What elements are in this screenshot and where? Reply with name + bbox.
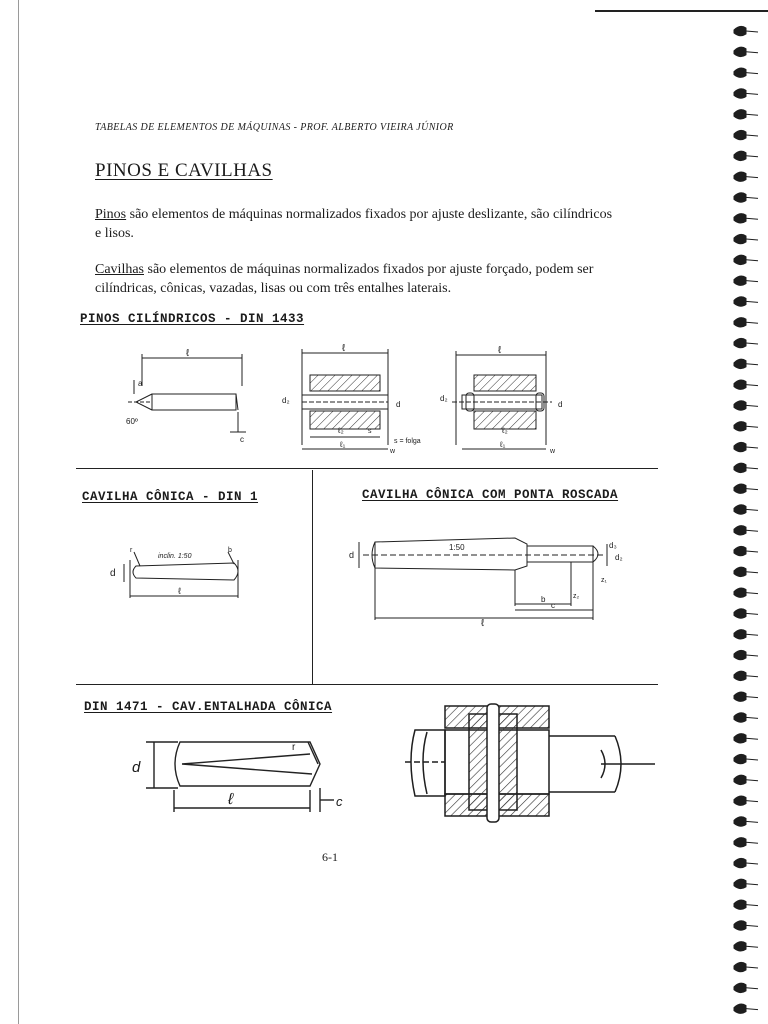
binding-coil-tail xyxy=(746,52,758,53)
figure-pino-montado-1 xyxy=(280,345,420,455)
binding-coil-tail xyxy=(746,343,758,344)
binding-coil xyxy=(734,130,746,139)
binding-coil-tail xyxy=(746,114,758,115)
binding-coil-tail xyxy=(746,218,758,219)
binding-coil-tail xyxy=(746,863,758,864)
binding-coil-tail xyxy=(746,197,758,198)
label-l2: ℓ₂ xyxy=(502,426,508,435)
binding-coil xyxy=(734,734,746,743)
label-w: w xyxy=(550,448,556,455)
binding-coil-tail xyxy=(746,738,758,739)
label-z1: z₁ xyxy=(601,577,607,584)
label-l: ℓ xyxy=(178,586,181,596)
binding-coil xyxy=(734,26,746,35)
term-pinos: Pinos xyxy=(95,207,127,222)
binding-coil-tail xyxy=(746,759,758,760)
binding-coil xyxy=(734,983,746,992)
page-title: PINOS E CAVILHAS xyxy=(95,160,273,181)
figure-cavilha-conica xyxy=(100,540,260,610)
binding-coil-tail xyxy=(746,156,758,157)
binding-coil xyxy=(734,110,746,119)
paragraph-cavilhas xyxy=(95,260,615,298)
label-l: ℓ xyxy=(186,348,190,359)
label-c: c xyxy=(551,601,555,610)
binding-coil-tail xyxy=(746,405,758,406)
top-border-line xyxy=(595,10,768,12)
binding-coil-tail xyxy=(746,821,758,822)
binding-coil-tail xyxy=(746,655,758,656)
binding-coil xyxy=(734,151,746,160)
binding-coil xyxy=(734,775,746,784)
binding-coil-tail xyxy=(746,281,758,282)
label-d: d xyxy=(349,550,355,560)
label-d2: d₂ xyxy=(282,396,290,405)
binding-coil xyxy=(734,401,746,410)
spiral-binding xyxy=(728,14,768,1024)
binding-coil-tail xyxy=(746,364,758,365)
binding-coil xyxy=(734,754,746,763)
binding-coil-tail xyxy=(746,613,758,614)
binding-coil-tail xyxy=(746,468,758,469)
section-cavilha-roscada: CAVILHA CÔNICA COM PONTA ROSCADA xyxy=(362,488,619,502)
binding-coil-tail xyxy=(746,946,758,947)
binding-coil-tail xyxy=(746,322,758,323)
binding-coil xyxy=(734,671,746,680)
binding-coil xyxy=(734,297,746,306)
binding-coil xyxy=(734,713,746,722)
binding-coil-tail xyxy=(746,717,758,718)
label-d3: d₃ xyxy=(609,541,617,550)
vertical-divider xyxy=(312,470,313,684)
binding-coil-tail xyxy=(746,905,758,906)
divider-line xyxy=(76,468,658,469)
label-d2: d₂ xyxy=(615,553,623,562)
label-l: ℓ xyxy=(228,791,234,808)
label-l1: ℓ₁ xyxy=(340,440,346,449)
binding-coil-tail xyxy=(746,447,758,448)
label-d: d xyxy=(110,568,116,579)
binding-coil xyxy=(734,359,746,368)
label-s: s xyxy=(368,428,372,435)
binding-coil xyxy=(734,796,746,805)
binding-coil xyxy=(734,858,746,867)
binding-coil-tail xyxy=(746,489,758,490)
divider-line xyxy=(76,684,658,685)
binding-coil-tail xyxy=(746,801,758,802)
binding-coil xyxy=(734,193,746,202)
label-w: w xyxy=(390,448,396,455)
binding-coil xyxy=(734,68,746,77)
binding-coil-tail xyxy=(746,780,758,781)
binding-coil xyxy=(734,422,746,431)
binding-coil xyxy=(734,921,746,930)
binding-coil-tail xyxy=(746,426,758,427)
figure-pino-montado-2 xyxy=(440,345,580,455)
binding-coil xyxy=(734,650,746,659)
binding-coil xyxy=(734,380,746,389)
label-c: c xyxy=(336,794,343,809)
binding-coil xyxy=(734,484,746,493)
label-l: ℓ xyxy=(498,345,502,356)
binding-coil xyxy=(734,588,746,597)
term-cavilhas: Cavilhas xyxy=(95,262,144,277)
label-angle: 60º xyxy=(126,417,138,426)
paragraph-pinos xyxy=(95,205,615,243)
binding-coil xyxy=(734,89,746,98)
binding-coil xyxy=(734,172,746,181)
label-l2: ℓ₂ xyxy=(338,426,344,435)
binding-coil-tail xyxy=(746,988,758,989)
label-b: b xyxy=(541,595,546,604)
binding-coil-tail xyxy=(746,572,758,573)
binding-coil xyxy=(734,255,746,264)
binding-coil-tail xyxy=(746,260,758,261)
binding-coil xyxy=(734,234,746,243)
binding-coil-tail xyxy=(746,634,758,635)
binding-coil xyxy=(734,879,746,888)
binding-coil-tail xyxy=(746,530,758,531)
label-d: d xyxy=(132,759,141,776)
binding-coil-tail xyxy=(746,93,758,94)
binding-coil-tail xyxy=(746,593,758,594)
binding-coil-tail xyxy=(746,73,758,74)
figure-cavilha-entalhada xyxy=(130,730,360,820)
label-r: r xyxy=(292,742,296,753)
binding-coil xyxy=(734,630,746,639)
binding-coil-tail xyxy=(746,967,758,968)
label-ratio: 1:50 xyxy=(449,543,465,552)
label-b: b xyxy=(228,547,232,554)
binding-coil-tail xyxy=(746,177,758,178)
label-inclin: inclin. 1:50 xyxy=(158,553,192,560)
label-folga: s = folga xyxy=(394,438,421,445)
binding-coil-tail xyxy=(746,31,758,32)
binding-coil xyxy=(734,567,746,576)
binding-coil-tail xyxy=(746,239,758,240)
binding-coil-tail xyxy=(746,301,758,302)
binding-coil xyxy=(734,214,746,223)
figure-pino-cilindrico xyxy=(120,350,260,445)
binding-coil xyxy=(734,505,746,514)
figure-montagem-entalhada xyxy=(405,700,665,835)
binding-coil xyxy=(734,900,746,909)
label-l: ℓ xyxy=(342,343,346,354)
figure-cavilha-ponta-roscada xyxy=(345,528,645,628)
binding-coil xyxy=(734,318,746,327)
binding-coil-tail xyxy=(746,1009,758,1010)
binding-coil-tail xyxy=(746,676,758,677)
binding-coil xyxy=(734,526,746,535)
binding-coil xyxy=(734,546,746,555)
section-cavilha-conica: CAVILHA CÔNICA - DIN 1 xyxy=(82,490,259,504)
binding-coil xyxy=(734,609,746,618)
binding-coil xyxy=(734,47,746,56)
binding-coil xyxy=(734,942,746,951)
section-pinos-cilindricos: PINOS CILÍNDRICOS - DIN 1433 xyxy=(80,312,305,326)
page-edge-line xyxy=(18,0,19,1024)
binding-coil-tail xyxy=(746,135,758,136)
label-a: a xyxy=(138,379,143,388)
binding-coil xyxy=(734,817,746,826)
label-l1: ℓ₁ xyxy=(500,440,506,449)
binding-coil-tail xyxy=(746,385,758,386)
binding-coil-tail xyxy=(746,884,758,885)
label-c: c xyxy=(240,435,244,444)
binding-coil xyxy=(734,1004,746,1013)
binding-coil xyxy=(734,463,746,472)
binding-coil xyxy=(734,692,746,701)
text-cavilhas: são elementos de máquinas normalizados fixados por ajuste forçado, podem ser cilíndricas, cônicas, vazadas, lisas ou com três entalhes laterais. xyxy=(95,262,594,296)
binding-coil xyxy=(734,838,746,847)
binding-coil xyxy=(734,442,746,451)
binding-coil-tail xyxy=(746,842,758,843)
binding-coil-tail xyxy=(746,925,758,926)
text-pinos: são elementos de máquinas normalizados fixados por ajuste deslizante, são cilíndricos e lisos. xyxy=(95,207,613,241)
binding-coil-tail xyxy=(746,509,758,510)
binding-coil xyxy=(734,962,746,971)
document-header: TABELAS DE ELEMENTOS DE MÁQUINAS - PROF. ALBERTO VIEIRA JÚNIOR xyxy=(95,122,454,133)
page-number: 6-1 xyxy=(322,850,338,864)
section-din1471: DIN 1471 - CAV.ENTALHADA CÔNICA xyxy=(84,700,333,714)
binding-coil xyxy=(734,338,746,347)
label-z2: z₂ xyxy=(573,593,580,600)
label-d: d xyxy=(396,400,401,409)
binding-coil-tail xyxy=(746,697,758,698)
binding-coil xyxy=(734,276,746,285)
label-d: d xyxy=(558,400,563,409)
label-r: r xyxy=(130,547,133,554)
label-l: ℓ xyxy=(481,618,485,629)
label-d2: d₂ xyxy=(440,394,448,403)
binding-coil-tail xyxy=(746,551,758,552)
